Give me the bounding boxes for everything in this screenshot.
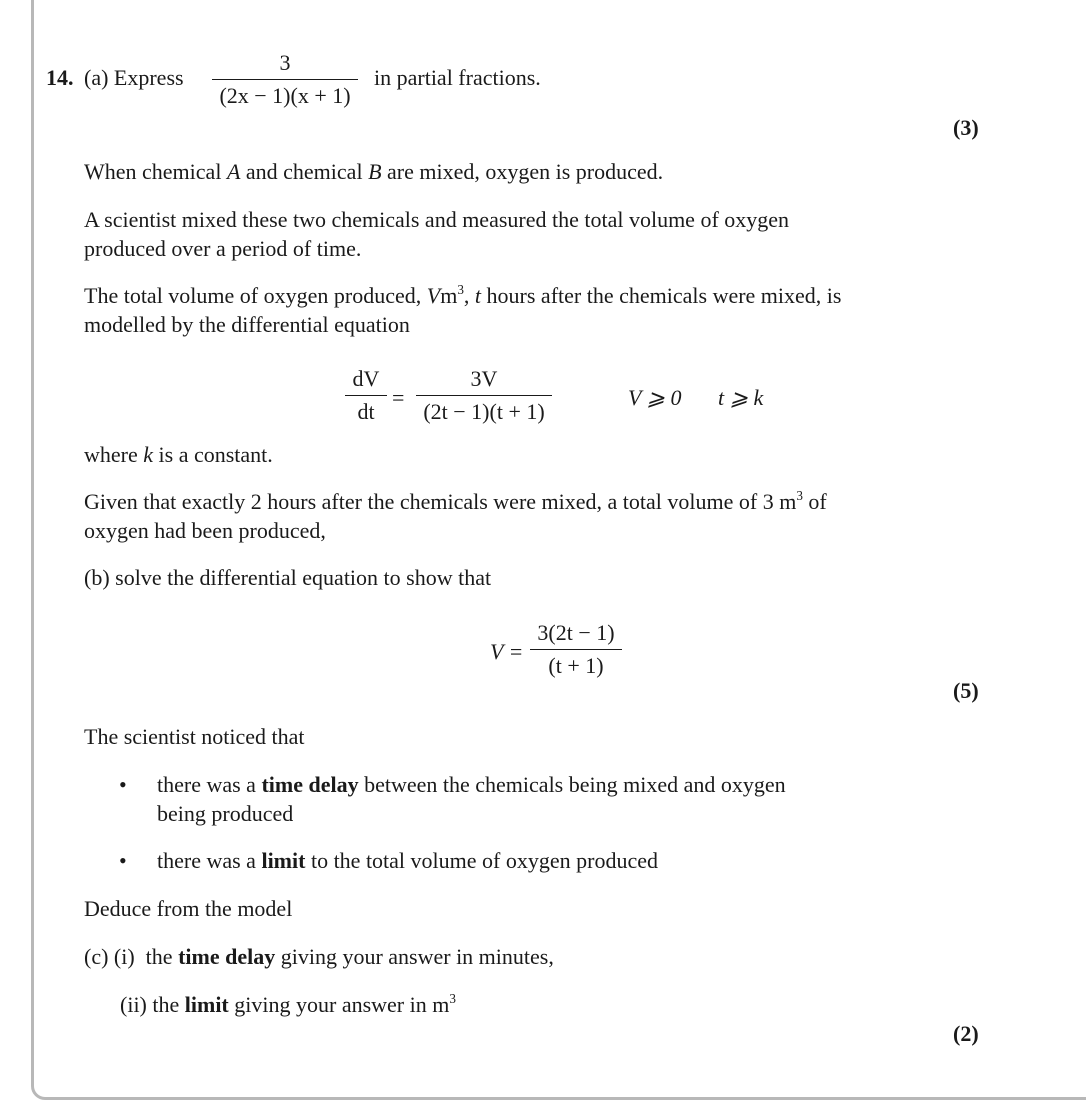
deduce-line: Deduce from the model xyxy=(84,896,293,921)
bullet-2-line: there was a limit to the total volume of oxygen produced xyxy=(157,848,658,873)
part-b-lhs: V = xyxy=(490,639,524,664)
bullet-1-line2: being produced xyxy=(157,801,294,826)
marks-a: (3) xyxy=(953,115,979,140)
part-c-i: (c) (i) the time delay giving your answer in minutes, xyxy=(84,944,554,969)
question-number: 14. xyxy=(46,65,74,90)
rhs-fraction xyxy=(416,366,552,426)
part-a-suffix: in partial fractions. xyxy=(374,65,541,90)
context-paragraph-3-line1: The total volume of oxygen produced, Vm$^3$, t hours after the chemicals were mixed, is xyxy=(84,281,842,308)
fraction-bar xyxy=(530,649,622,650)
fraction-bar xyxy=(416,395,552,396)
given-line2: oxygen had been produced, xyxy=(84,518,326,543)
marks-b: (5) xyxy=(953,678,979,703)
given-line1: Given that exactly 2 hours after the chemicals were mixed, a total volume of 3 $m^3$ of xyxy=(84,487,827,514)
rhs-numerator: 3V xyxy=(470,366,498,391)
lhs-fraction xyxy=(345,366,387,426)
part-c-ii: (ii) the limit giving your answer in $m^3$ xyxy=(120,990,456,1017)
part-a-denominator: (2x − 1)(x + 1) xyxy=(219,83,351,109)
context-paragraph-1: When chemical A and chemical B are mixed, oxygen is produced. xyxy=(84,159,664,184)
marks-c: (2) xyxy=(953,1021,979,1046)
where-k-line: where k is a constant. xyxy=(84,442,273,467)
part-b-text: (b) solve the differential equation to show that xyxy=(84,565,492,590)
fraction-bar xyxy=(345,395,387,396)
bullet-2-marker: • xyxy=(119,848,127,873)
context-paragraph-2-line2: produced over a period of time. xyxy=(84,236,362,261)
observations-intro: The scientist noticed that xyxy=(84,724,305,749)
context-paragraph-2-line1: A scientist mixed these two chemicals and measured the total volume of oxygen xyxy=(84,207,790,232)
part-b-numerator: 3(2t − 1) xyxy=(537,620,615,645)
bullet-1-line1: there was a time delay between the chemicals being mixed and oxygen xyxy=(157,772,786,797)
condition-v: V ⩾ 0 xyxy=(628,385,682,410)
part-a-numerator: 3 xyxy=(279,50,291,75)
part-a-label: (a) Express xyxy=(84,65,184,90)
part-b-fraction xyxy=(530,620,622,680)
lhs-numerator: dV xyxy=(352,366,380,391)
context-paragraph-3-line2: modelled by the differential equation xyxy=(84,312,410,337)
lhs-denominator: dt xyxy=(357,399,375,425)
part-b-denominator: (t + 1) xyxy=(548,653,604,679)
part-a-fraction xyxy=(212,50,358,110)
fraction-bar xyxy=(212,79,358,80)
rhs-denominator: (2t − 1)(t + 1) xyxy=(423,399,545,425)
equals-sign: = xyxy=(392,385,405,410)
condition-t: t ⩾ k xyxy=(718,385,764,410)
bullet-1-marker: • xyxy=(119,772,127,797)
